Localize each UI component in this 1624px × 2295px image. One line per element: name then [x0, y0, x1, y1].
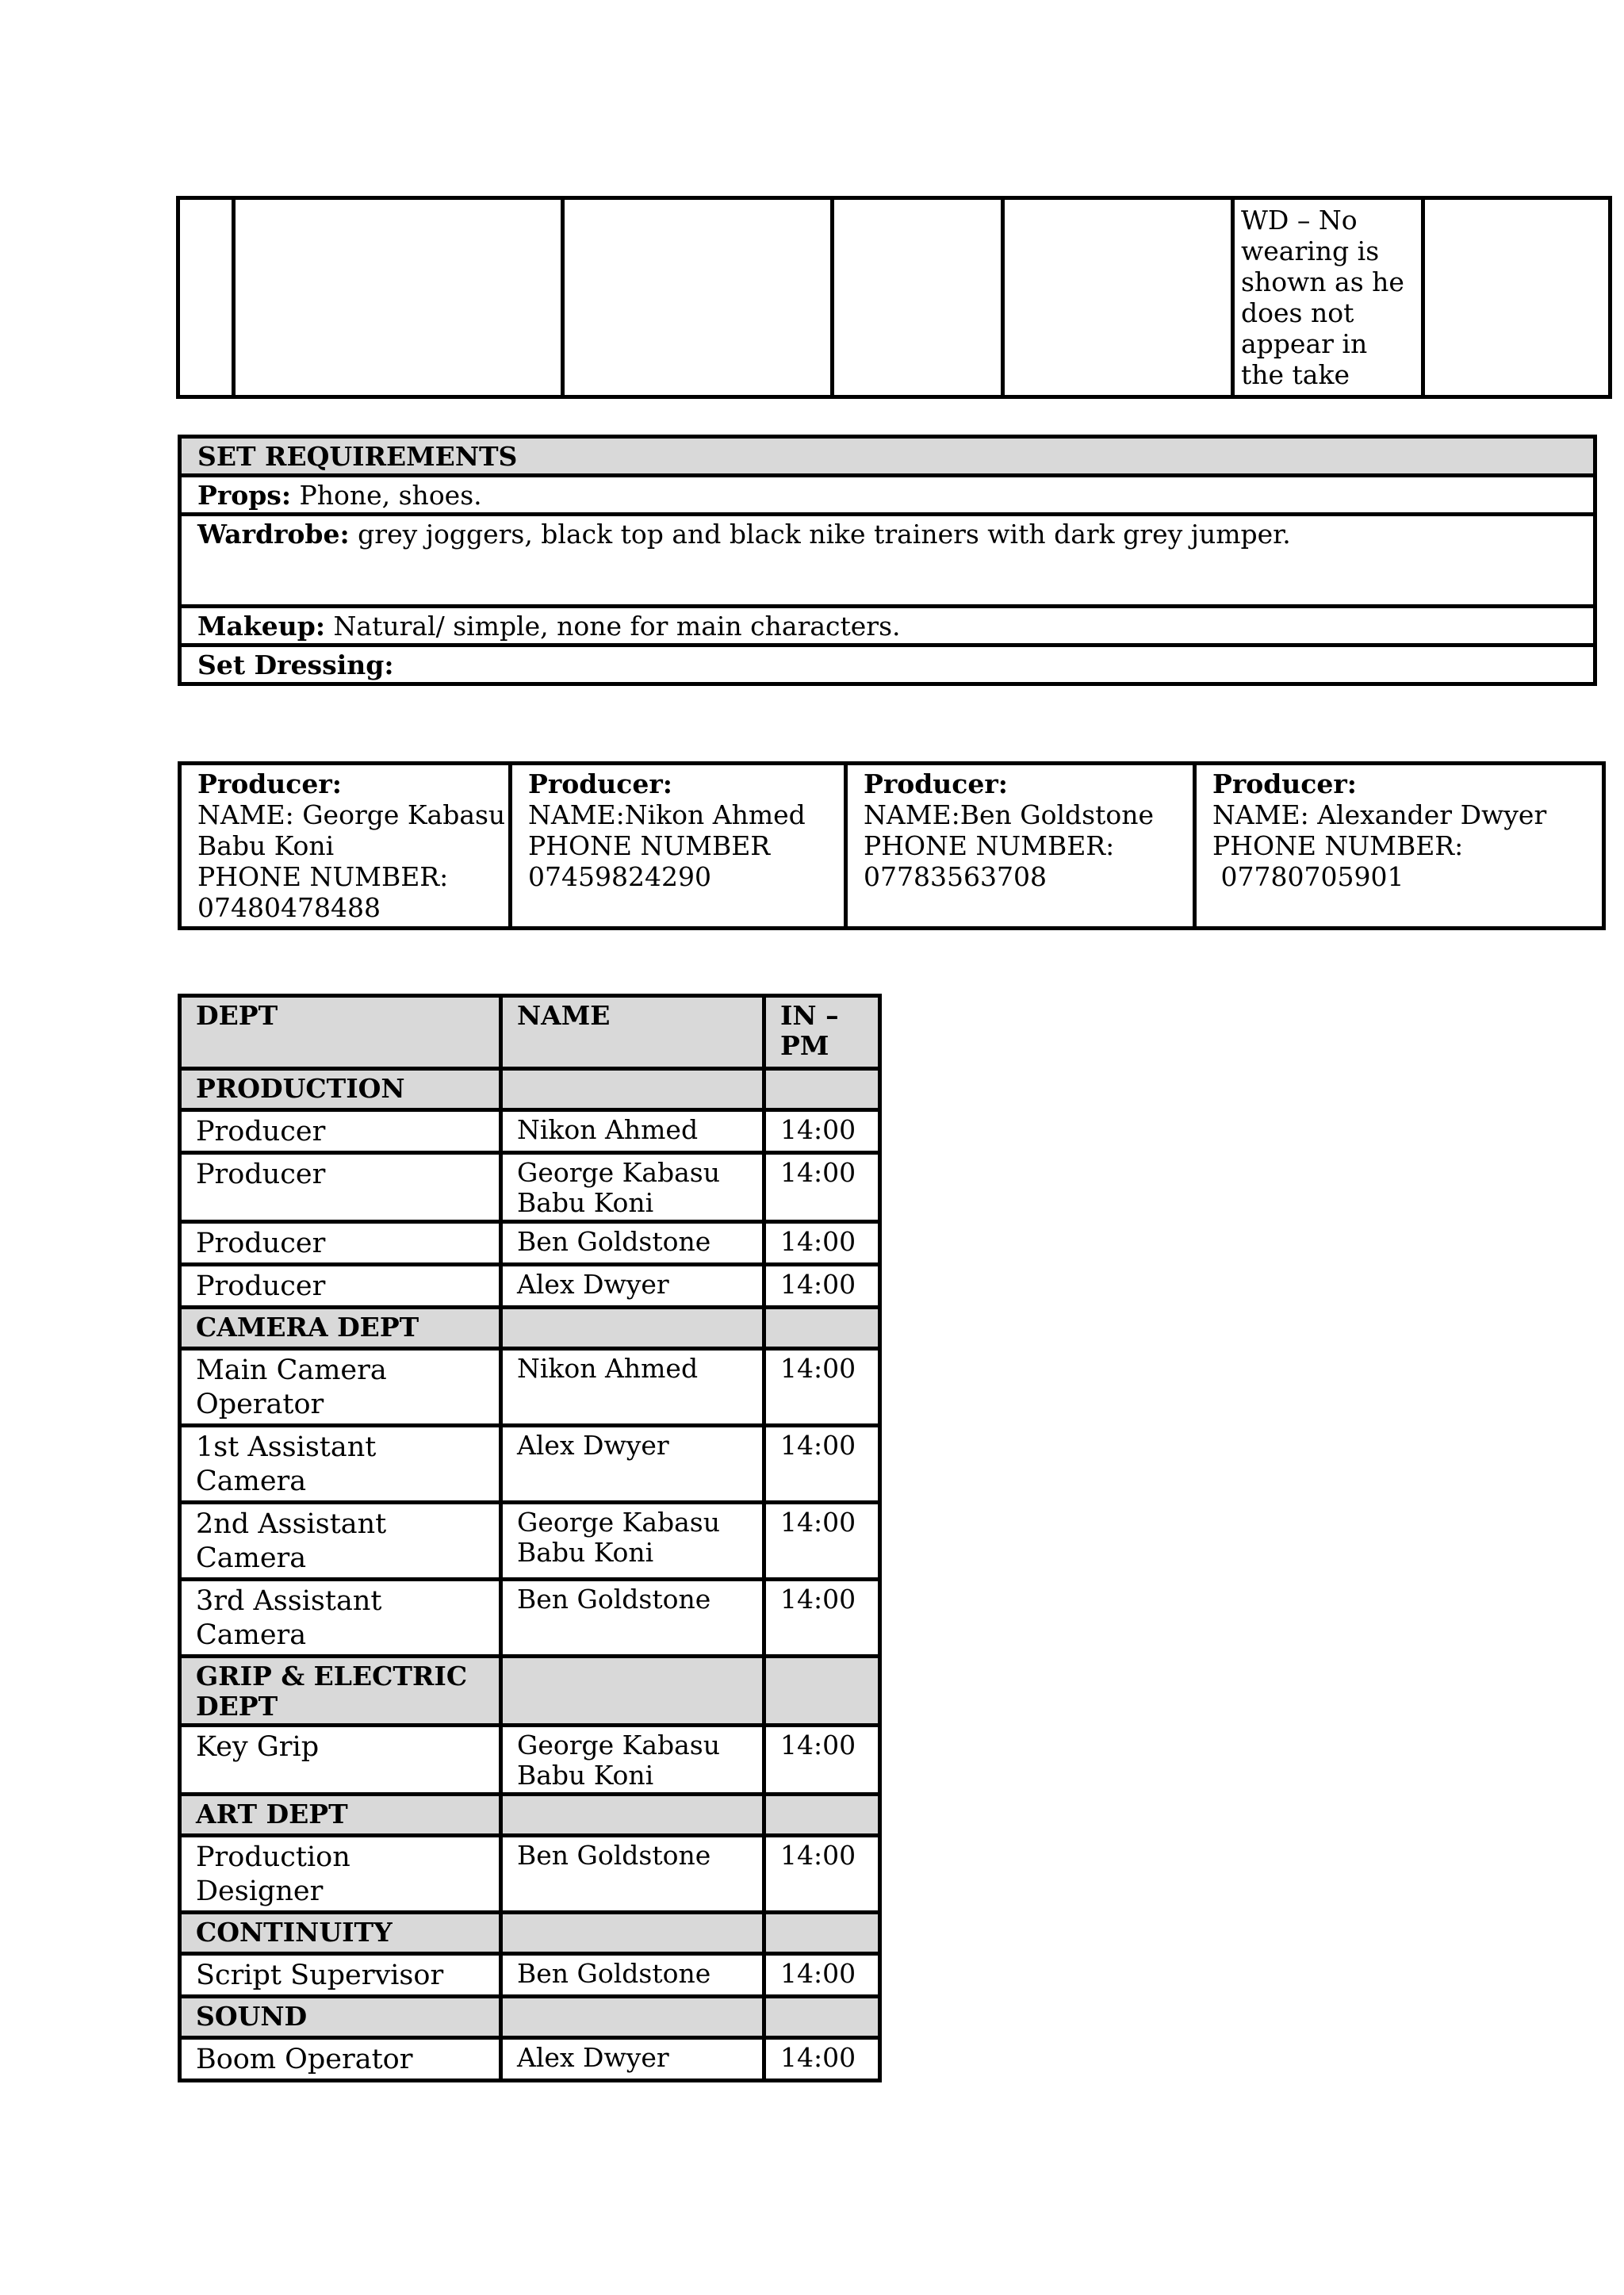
- dept-empty-cell: [501, 1069, 764, 1110]
- producer-phone: 07480478488: [197, 892, 381, 923]
- crew-name: Ben Goldstone: [501, 1580, 764, 1657]
- crew-role: 3rd Assistant Camera: [180, 1580, 501, 1657]
- producer-phone: 07783563708: [864, 861, 1047, 892]
- crew-role: Key Grip: [180, 1726, 501, 1795]
- crew-name: Ben Goldstone: [501, 1222, 764, 1265]
- crew-role: Producer: [180, 1265, 501, 1308]
- wardrobe-note-cell: WD – No wearing is shown as he does not appear in the take: [1233, 198, 1423, 397]
- crew-call-time: 14:00: [764, 1726, 880, 1795]
- wardrobe-label: Wardrobe:: [197, 519, 350, 550]
- crew-call-time: 14:00: [764, 1503, 880, 1580]
- producers-row: [180, 764, 1604, 929]
- dept-header-row: [180, 1795, 880, 1836]
- table-row: [180, 1580, 880, 1657]
- continuation-cell: [234, 198, 563, 397]
- crew-call-time: 14:00: [764, 1954, 880, 1997]
- producers-table: [178, 761, 1606, 930]
- crew-call-time: 14:00: [764, 2038, 880, 2081]
- table-row: [180, 1426, 880, 1503]
- crew-name: George Kabasu Babu Koni: [501, 1503, 764, 1580]
- crew-header-row: [180, 996, 880, 1069]
- crew-call-time: 14:00: [764, 1580, 880, 1657]
- crew-name: Nikon Ahmed: [501, 1349, 764, 1426]
- producer-heading: Producer:: [1212, 768, 1357, 799]
- continuation-row: [178, 198, 1611, 397]
- crew-call-time: 14:00: [764, 1265, 880, 1308]
- producer-name: NAME:Nikon Ahmed: [528, 799, 806, 830]
- set-dressing-row: [180, 646, 1595, 684]
- props-row: [180, 476, 1595, 515]
- crew-role: Boom Operator: [180, 2038, 501, 2081]
- dept-empty-cell: [764, 1997, 880, 2038]
- crew-call-time: 14:00: [764, 1836, 880, 1913]
- dept-name: SOUND: [180, 1997, 501, 2038]
- table-row: [180, 1503, 880, 1580]
- crew-role: Producer: [180, 1153, 501, 1222]
- dept-empty-cell: [501, 1997, 764, 2038]
- table-row: [180, 2038, 880, 2081]
- crew-name: George Kabasu Babu Koni: [501, 1726, 764, 1795]
- table-row: [180, 1836, 880, 1913]
- makeup-label: Makeup:: [197, 611, 326, 642]
- crew-role: Producer: [180, 1222, 501, 1265]
- crew-call-time: 14:00: [764, 1222, 880, 1265]
- header-dept: DEPT: [180, 996, 501, 1069]
- crew-name: Alex Dwyer: [501, 2038, 764, 2081]
- dept-name: GRIP & ELECTRIC DEPT: [180, 1657, 501, 1726]
- props-label: Props:: [197, 480, 292, 511]
- crew-role: 2nd Assistant Camera: [180, 1503, 501, 1580]
- dept-empty-cell: [501, 1795, 764, 1836]
- dept-name: CONTINUITY: [180, 1913, 501, 1954]
- crew-role: Producer: [180, 1110, 501, 1153]
- crew-role: 1st Assistant Camera: [180, 1426, 501, 1503]
- table-row: [180, 1349, 880, 1426]
- crew-name: Nikon Ahmed: [501, 1110, 764, 1153]
- wardrobe-row: [180, 515, 1595, 607]
- producer-heading: Producer:: [864, 768, 1008, 799]
- crew-role: Production Designer: [180, 1836, 501, 1913]
- crew-name: Ben Goldstone: [501, 1836, 764, 1913]
- dept-empty-cell: [501, 1657, 764, 1726]
- set-requirements-table: [178, 435, 1597, 686]
- table-row: [180, 1265, 880, 1308]
- producer-name-cont: Babu Koni: [197, 830, 335, 861]
- crew-name: Ben Goldstone: [501, 1954, 764, 1997]
- set-dressing-label: Set Dressing:: [197, 649, 394, 680]
- props-value: Phone, shoes.: [291, 480, 482, 511]
- table-row: [180, 1726, 880, 1795]
- table-row: [180, 1222, 880, 1265]
- crew-call-time: 14:00: [764, 1153, 880, 1222]
- dept-name: PRODUCTION: [180, 1069, 501, 1110]
- makeup-row: [180, 607, 1595, 646]
- dept-header-row: [180, 1657, 880, 1726]
- producer-heading: Producer:: [197, 768, 342, 799]
- producer-card: [846, 764, 1195, 929]
- producer-name: NAME: George Kabasu: [197, 799, 506, 830]
- dept-header-row: [180, 1997, 880, 2038]
- producer-heading: Producer:: [528, 768, 672, 799]
- producer-phone-label: PHONE NUMBER: [528, 830, 771, 861]
- dept-name: ART DEPT: [180, 1795, 501, 1836]
- producer-card: [511, 764, 846, 929]
- producer-phone: 07780705901: [1212, 861, 1404, 892]
- header-name: NAME: [501, 996, 764, 1069]
- table-row: [180, 1110, 880, 1153]
- producer-phone-label: PHONE NUMBER:: [197, 861, 449, 892]
- crew-role: Script Supervisor: [180, 1954, 501, 1997]
- set-requirements-title: SET REQUIREMENTS: [180, 437, 1595, 476]
- continuation-table: [176, 196, 1612, 399]
- crew-call-time: 14:00: [764, 1349, 880, 1426]
- dept-header-row: [180, 1913, 880, 1954]
- dept-header-row: [180, 1308, 880, 1349]
- continuation-cell: [178, 198, 234, 397]
- producer-phone-label: PHONE NUMBER:: [864, 830, 1115, 861]
- continuation-cell: [1003, 198, 1233, 397]
- producer-phone-label: PHONE NUMBER:: [1212, 830, 1464, 861]
- wardrobe-value: grey joggers, black top and black nike trainers with dark grey jumper.: [349, 519, 1291, 550]
- dept-empty-cell: [501, 1308, 764, 1349]
- continuation-cell: [833, 198, 1003, 397]
- dept-empty-cell: [764, 1308, 880, 1349]
- crew-call-time: 14:00: [764, 1426, 880, 1503]
- dept-header-row: [180, 1069, 880, 1110]
- table-row: [180, 1153, 880, 1222]
- dept-empty-cell: [764, 1913, 880, 1954]
- crew-name: Alex Dwyer: [501, 1265, 764, 1308]
- continuation-cell: [563, 198, 833, 397]
- producer-name: NAME: Alexander Dwyer: [1212, 799, 1547, 830]
- table-row: [180, 1954, 880, 1997]
- dept-empty-cell: [764, 1069, 880, 1110]
- producer-phone: 07459824290: [528, 861, 711, 892]
- crew-name: George Kabasu Babu Koni: [501, 1153, 764, 1222]
- dept-name: CAMERA DEPT: [180, 1308, 501, 1349]
- crew-body: [180, 1069, 880, 2081]
- dept-empty-cell: [764, 1657, 880, 1726]
- producer-name: NAME:Ben Goldstone: [864, 799, 1154, 830]
- dept-empty-cell: [501, 1913, 764, 1954]
- producer-card: [180, 764, 511, 929]
- makeup-value: Natural/ simple, none for main characters.: [325, 611, 901, 642]
- crew-call-table: [178, 994, 882, 2082]
- header-in-pm: IN – PM: [764, 996, 880, 1069]
- dept-empty-cell: [764, 1795, 880, 1836]
- crew-name: Alex Dwyer: [501, 1426, 764, 1503]
- crew-role: Main Camera Operator: [180, 1349, 501, 1426]
- crew-call-time: 14:00: [764, 1110, 880, 1153]
- producer-card: [1195, 764, 1604, 929]
- continuation-cell: [1423, 198, 1611, 397]
